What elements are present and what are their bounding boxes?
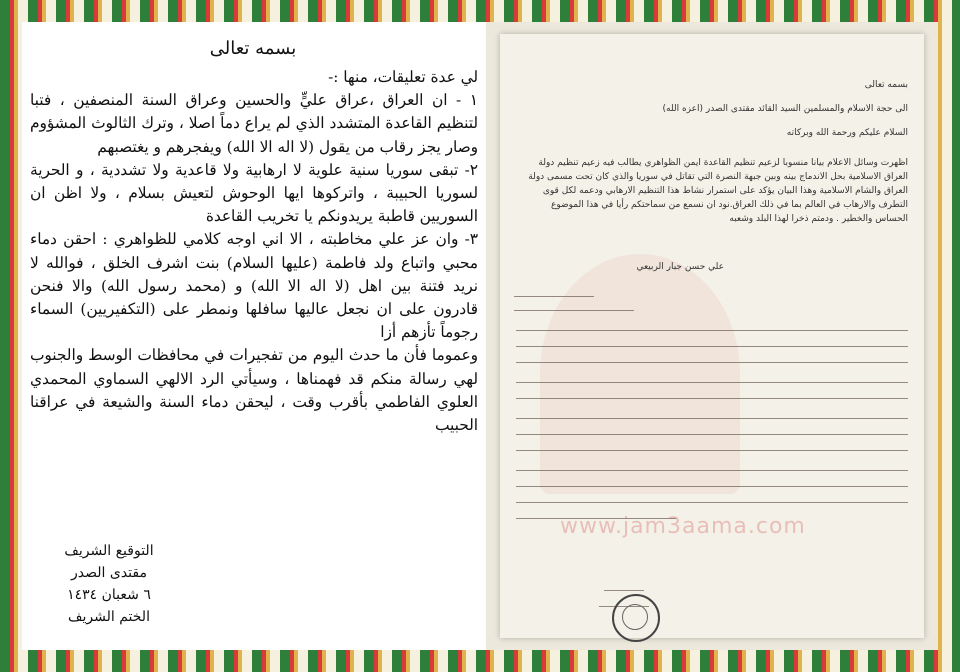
scanned-letter	[500, 34, 924, 638]
official-seal	[612, 594, 660, 642]
site-watermark: www.jam3aama.com	[560, 514, 806, 539]
signature-line: التوقيع الشريف	[64, 543, 154, 559]
signature-name: مقتدى الصدر	[71, 565, 147, 581]
signature-block	[34, 540, 184, 628]
scan-greeting: السلام عليكم ورحمة الله وبركاته	[786, 128, 908, 138]
scan-sender: علي حسن جبار الربيعي	[636, 262, 724, 272]
comment-3: ٣- وان عز علي مخاطبته ، الا اني اوجه كلامي للظواهري : احقن دماء محبي واتباع ولد فاطمة (عليها السلام) بنت اشرف الخلق ، فوالله لا نريد فتنة بين اهل (لا اله الا الله) و (محمد رسول الله) والا فنحن قادرون على ان نجعل عاليها سافلها ونمطر على (التكفيريين) السماء رجوماً تأزهم أزا	[30, 230, 478, 342]
scan-heading: بسمه تعالى	[864, 80, 908, 90]
comment-2: ٢- تبقى سوريا سنية علوية لا ارهابية ولا قاعدية ولا تشددية ، و الحرية لسوريا الحبيبة ، واتركوها ايها الوحوش لتعيش بسلام ، ولا اظن ان السوريين قاطبة يريدونكم يا تخريب القاعدة	[30, 160, 478, 226]
basmala-heading: بسمه تعالى	[209, 38, 297, 59]
closing-paragraph: وعموما فأن ما حدث اليوم من تفجيرات في محافظات الوسط والجنوب لهي رسالة منكم قد فهمناها ، وسيأتي الرد الالهي السماوي المحمدي العلوي الفاطمي بأقرب وقت ، ليحقن دماء السنة والشيعة في عراقنا الحبيب	[30, 346, 478, 435]
typed-transcript	[22, 22, 484, 650]
seal-label: الختم الشريف	[68, 609, 150, 625]
transcript-body	[30, 66, 478, 437]
scan-body: اظهرت وسائل الاعلام بيانا منسوبا لزعيم تنظيم القاعدة ايمن الظواهري يطالب فيه زعيم تنظيم دولة العراق الاسلامية بحل الاندماج بينه وبين جبهة النصرة التي تقاتل في سوريا والذي كان تحت مسمى دولة العراق والشام الاسلامية وهذا البيان يؤكد على استمرار نشاط هذا التنظيم الارهابي ودعمه لكل قوى التطرف والارهاب في العالم بما في ذلك العراق.نود ان نسمع من سماحتكم رأيا في هذا الموضوع الحساس والخطير . ودمتم ذخرا لهذا البلد وشعبه	[528, 158, 908, 224]
scanned-letter-panel	[486, 22, 938, 650]
comment-1: ١ - ان العراق ،عراق عليٍّ والحسين وعراق السنة المنصفين ، فتبا لتنظيم القاعدة المتشدد الذي لم يراع دماً اصلا ، وترك الثالوث المشؤوم وصار يجز رقاب من يقول (لا اله الا الله) ويفجرهم و يغتصبهم	[30, 91, 478, 156]
scan-address: الى حجة الاسلام والمسلمين السيد القائد مقتدى الصدر (اعزه الله)	[662, 104, 908, 114]
intro-line: لي عدة تعليقات، منها :-	[328, 68, 478, 86]
watermark-logo	[540, 254, 740, 494]
signature-date: ٦ شعبان ١٤٣٤	[67, 587, 151, 603]
